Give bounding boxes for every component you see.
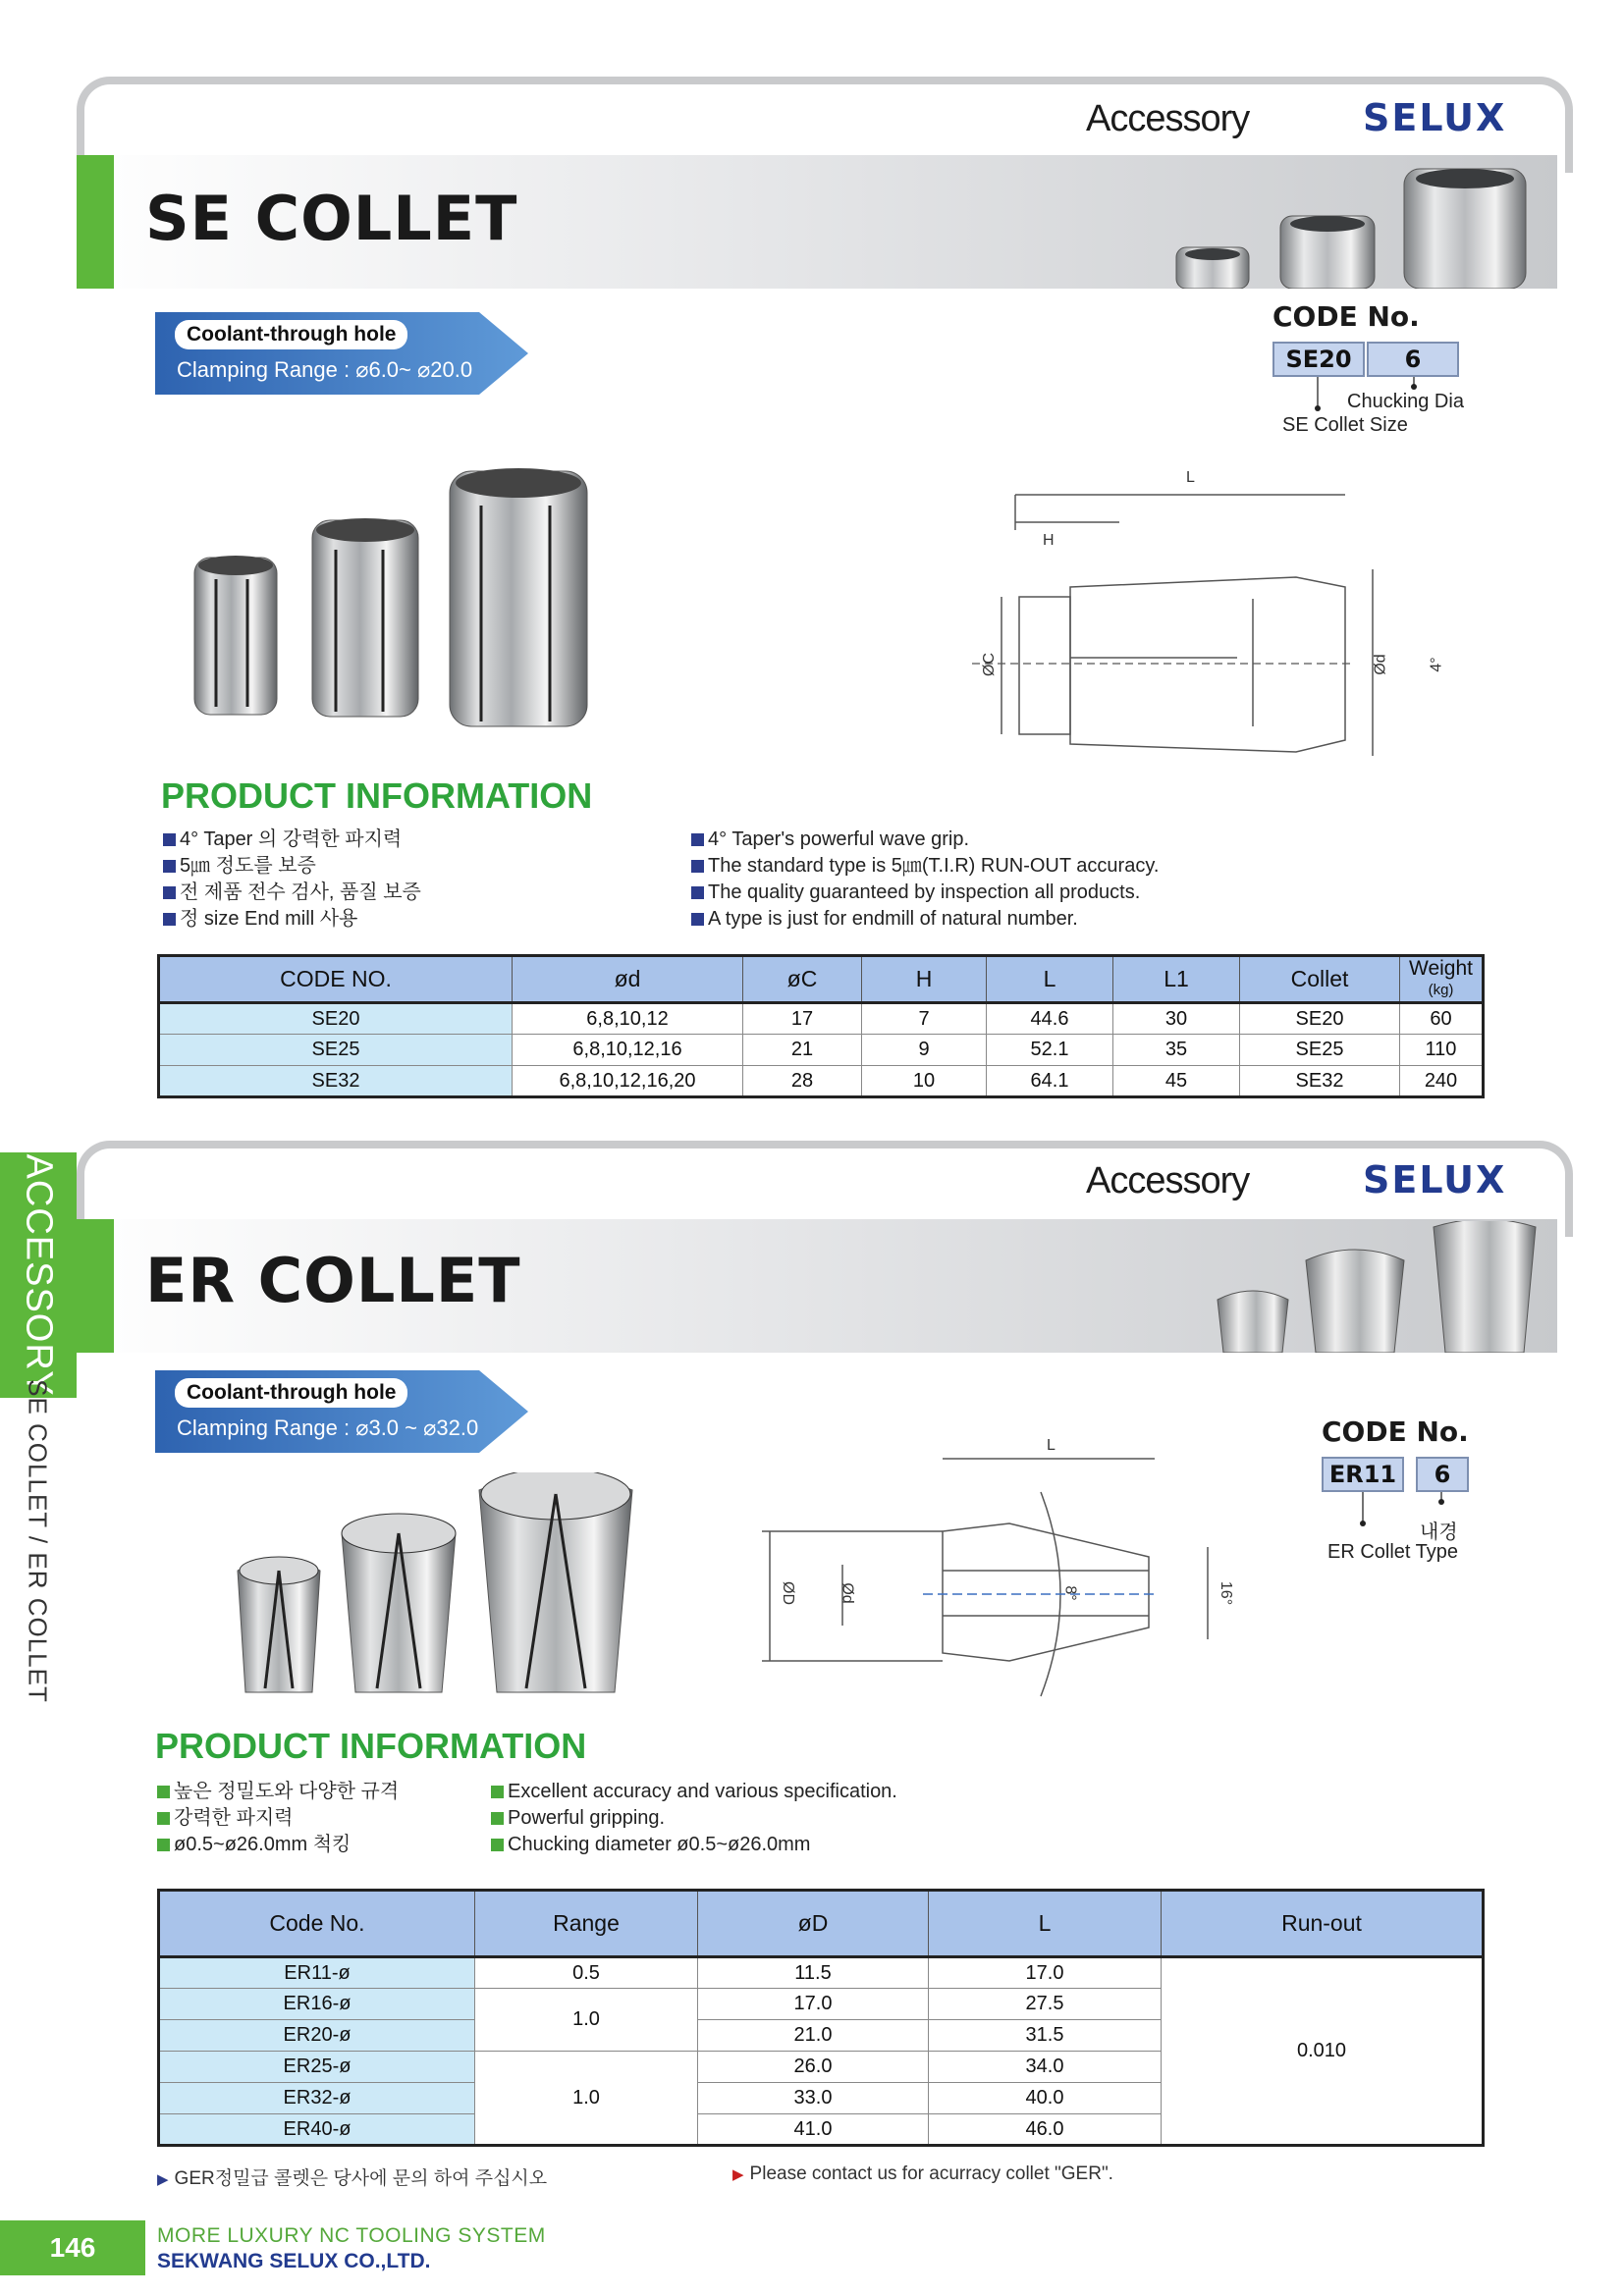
- table-row: SE20 6,8,10,12 17 7 44.6 30 SE20 60: [159, 1003, 1484, 1035]
- er-collet-product-image: [232, 1472, 644, 1704]
- se-code-note-size: SE Collet Size: [1282, 414, 1408, 436]
- table-row: ER32-ø 33.0 40.0: [159, 2083, 1484, 2114]
- er-page-title: ER COLLET: [145, 1245, 521, 1316]
- table-row: SE25 6,8,10,12,16 21 9 52.1 35 SE25 110: [159, 1035, 1484, 1066]
- se-collet-diagram: [943, 461, 1492, 756]
- se-info-english: [691, 827, 1159, 933]
- col-collet: Collet: [1240, 956, 1400, 1003]
- runout-value: 0.010: [1162, 1957, 1484, 2146]
- se-spec-badge: [155, 312, 528, 395]
- se-green-tab: [77, 155, 114, 289]
- col-range: Range: [475, 1891, 698, 1957]
- se-coolant-pill: Coolant-through hole: [175, 320, 407, 349]
- page-number: 146: [0, 2220, 145, 2275]
- se-code-size-box: SE20: [1272, 342, 1365, 377]
- side-section-text: SE COLLET / ER COLLET: [23, 1379, 53, 1703]
- col-L: L: [987, 956, 1113, 1003]
- col-L: L: [929, 1891, 1162, 1957]
- er-dim-angle2: 16°: [1218, 1580, 1235, 1606]
- er-code-title: CODE No.: [1322, 1415, 1469, 1448]
- table-row: ER25-ø 1.0 26.0 34.0: [159, 2052, 1484, 2083]
- er-note-korean: ▶ GER정밀급 콜렛은 당사에 문의 하여 주십시오: [157, 2168, 548, 2189]
- triangle-bullet-icon: ▶: [157, 2171, 169, 2188]
- col-weight: Weight (kg): [1400, 956, 1484, 1003]
- se-code-dia-box: 6: [1367, 342, 1459, 377]
- er-info-en-3: Chucking diameter ø0.5~ø26.0mm: [491, 1832, 897, 1858]
- er-code-note-type: ER Collet Type: [1327, 1541, 1459, 1563]
- er-product-info-heading: PRODUCT INFORMATION: [155, 1726, 587, 1766]
- er-info-ko-1: 높은 정밀도와 다양한 규격: [157, 1779, 399, 1805]
- table-row: ER11-ø 0.5 11.5 17.0 0.010: [159, 1957, 1484, 1989]
- table-header-row: [159, 1891, 1484, 1957]
- se-dim-L: L: [1186, 469, 1195, 486]
- se-info-en-1: 4° Taper's powerful wave grip.: [691, 827, 1159, 853]
- footer-tagline: MORE LUXURY NC TOOLING SYSTEM: [157, 2224, 546, 2247]
- se-dim-angle: 4°: [1428, 657, 1445, 672]
- col-L1: L1: [1113, 956, 1240, 1003]
- col-code: Code No.: [159, 1891, 475, 1957]
- se-code-note-dia: Chucking Dia: [1347, 391, 1464, 412]
- se-code-title: CODE No.: [1272, 300, 1420, 333]
- se-header-collets-image: [1159, 157, 1551, 289]
- col-D: øD: [698, 1891, 929, 1957]
- er-info-en-1: Excellent accuracy and various specification.: [491, 1779, 897, 1805]
- col-H: H: [862, 956, 987, 1003]
- se-info-en-4: A type is just for endmill of natural number.: [691, 906, 1159, 933]
- side-category-tab: ACCESSORY: [0, 1152, 77, 1398]
- se-spec-table: [157, 954, 1485, 1098]
- er-brand-logo: SELUX: [1363, 1158, 1507, 1201]
- er-note-english: ▶ Please contact us for acurracy collet "GER".: [732, 2163, 1113, 2184]
- er-code-dia-box: 6: [1416, 1457, 1469, 1492]
- er-collet-diagram: [746, 1433, 1257, 1698]
- er-info-ko-3: ø0.5~ø26.0mm 척킹: [157, 1832, 399, 1858]
- er-code-type-box: ER11: [1322, 1457, 1404, 1492]
- er-spec-table: [157, 1889, 1485, 2147]
- table-row: ER40-ø 41.0 46.0: [159, 2114, 1484, 2146]
- se-info-ko-3: 전 제품 전수 검사, 품질 보증: [163, 880, 421, 906]
- se-info-korean: [163, 827, 421, 933]
- er-coolant-pill: Coolant-through hole: [175, 1378, 407, 1408]
- er-dim-d: Ød: [839, 1582, 856, 1604]
- col-runout: Run-out: [1162, 1891, 1484, 1957]
- se-collet-product-image: [187, 461, 599, 756]
- se-dim-C: ØC: [981, 653, 998, 676]
- col-code: CODE NO.: [159, 956, 513, 1003]
- se-info-ko-1: 4° Taper 의 강력한 파지력: [163, 827, 421, 853]
- se-info-en-3: The quality guaranteed by inspection all products.: [691, 880, 1159, 906]
- er-spec-badge: [155, 1370, 528, 1453]
- se-accessory-label: Accessory: [1086, 98, 1250, 139]
- table-row: ER20-ø 21.0 31.5: [159, 2020, 1484, 2052]
- col-d: ød: [513, 956, 743, 1003]
- er-info-korean: [157, 1779, 399, 1858]
- er-dim-D: ØD: [780, 1581, 796, 1605]
- table-header-row: [159, 956, 1484, 1003]
- er-accessory-label: Accessory: [1086, 1160, 1250, 1201]
- se-dim-d: Ød: [1372, 654, 1389, 675]
- se-page-title: SE COLLET: [145, 183, 518, 254]
- er-dim-angle: 8°: [1061, 1585, 1079, 1601]
- table-row: ER16-ø 1.0 17.0 27.5: [159, 1989, 1484, 2020]
- table-row: SE32 6,8,10,12,16,20 28 10 64.1 45 SE32 240: [159, 1066, 1484, 1097]
- se-brand-logo: SELUX: [1363, 96, 1507, 139]
- er-code-note-dia: 내경: [1420, 1522, 1458, 1543]
- footer-company: SEKWANG SELUX CO.,LTD.: [157, 2250, 431, 2272]
- er-info-english: [491, 1779, 897, 1858]
- se-info-en-2: The standard type is 5㎛(T.I.R) RUN-OUT accuracy.: [691, 853, 1159, 880]
- er-clamping-range: Clamping Range : ⌀3.0 ~ ⌀32.0: [177, 1415, 479, 1440]
- se-info-ko-2: 5㎛ 정도를 보증: [163, 853, 421, 880]
- er-green-tab: [77, 1219, 114, 1353]
- er-info-ko-2: 강력한 파지력: [157, 1805, 399, 1832]
- se-clamping-range: Clamping Range : ⌀6.0~ ⌀20.0: [177, 357, 473, 382]
- col-C: øC: [743, 956, 862, 1003]
- er-header-collets-image: [1208, 1221, 1551, 1353]
- er-info-en-2: Powerful gripping.: [491, 1805, 897, 1832]
- se-dim-H: H: [1043, 532, 1055, 549]
- er-dim-L: L: [1047, 1437, 1056, 1454]
- se-product-info-heading: PRODUCT INFORMATION: [161, 775, 593, 816]
- triangle-bullet-icon: ▶: [732, 2166, 744, 2183]
- se-info-ko-4: 정 size End mill 사용: [163, 906, 421, 933]
